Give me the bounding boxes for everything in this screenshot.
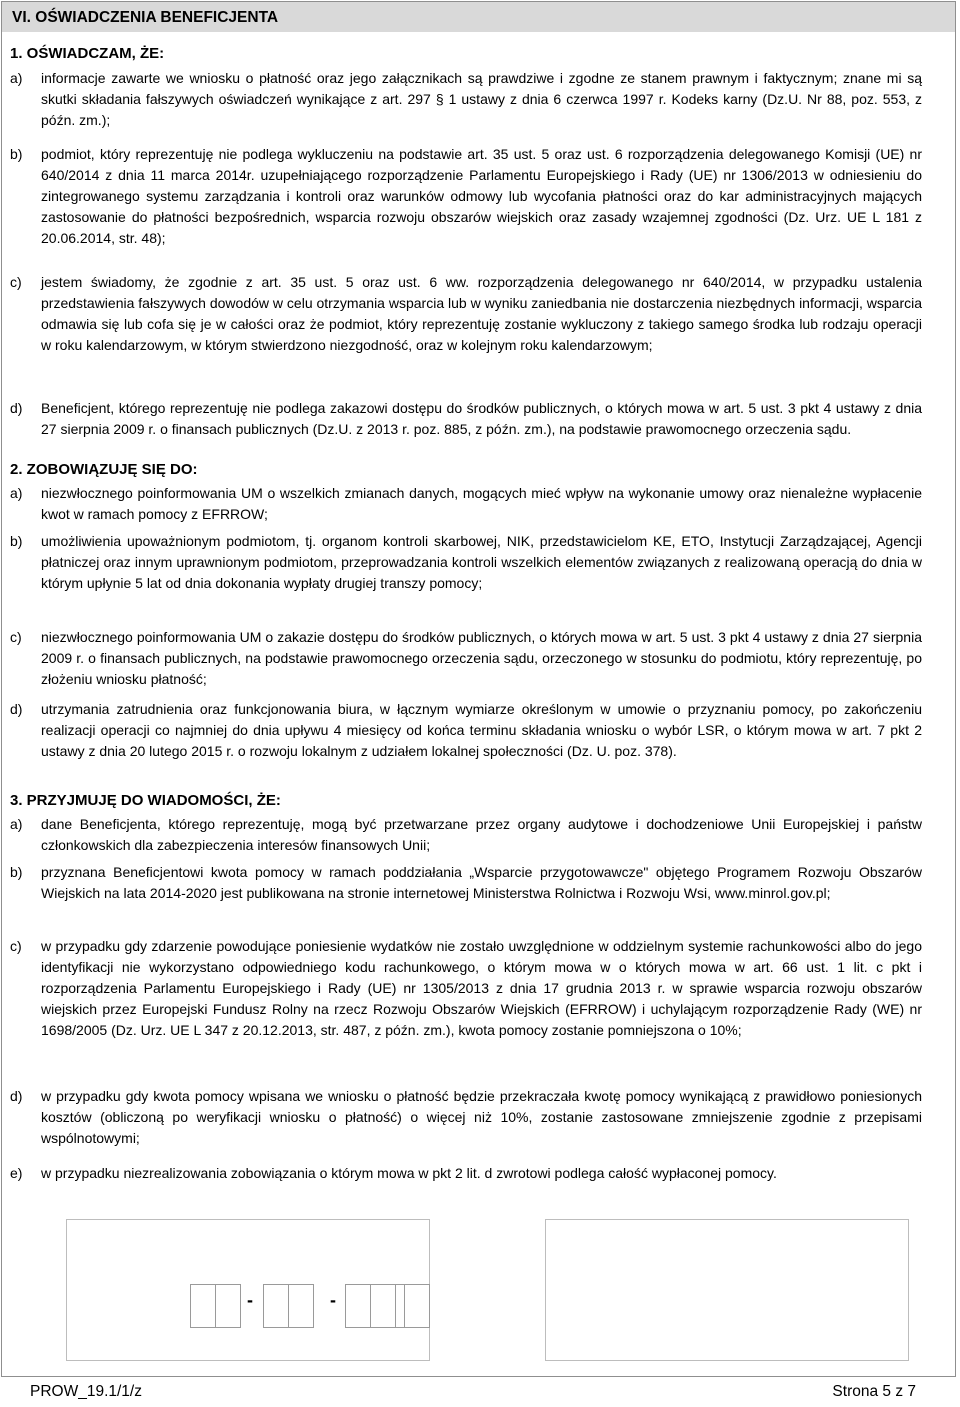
item-label: d)	[10, 400, 23, 416]
section2-item-c	[10, 627, 922, 690]
date-digit-box[interactable]	[288, 1284, 314, 1328]
item-label: a)	[10, 816, 23, 832]
date-digit-box[interactable]	[370, 1284, 396, 1328]
item-text: jestem świadomy, że zgodnie z art. 35 ust. 5 oraz ust. 6 ww. rozporządzenia delegowanego nr 640/2014, w przypadku ustalenia przedstawienia fałszywych dowodów w celu otrzymania wsparcia lub w wyniku zaniedbania nie dostarczenia niezbędnych informacji, wsparcia odmawia się lub cofa się je w całości oraz że podmiot, który reprezentuję zostanie wykluczony z takiego samego środka lub rodzaju operacji w roku kalendarzowym, w którym stwierdzono niezgodność, oraz w kolejnym roku kalendarzowym;	[41, 274, 922, 353]
item-text: informacje zawarte we wniosku o płatność oraz jego załącznikach są prawdziwe i zgodne ze stanem prawnym i faktycznym; znane mi są skutki składania fałszywych oświadczeń wynikające z art. 297 § 1 ustawy z dnia 6 czerwca 1997 r. Kodeks karny (Dz.U. Nr 88, poz. 553, z późn. zm.);	[41, 70, 922, 128]
item-text: niezwłocznego poinformowania UM o wszelkich zmianach danych, mogących mieć wpływ na wykonanie umowy oraz nienależne wypłacenie kwot w ramach pomocy z EFRROW;	[41, 485, 922, 522]
section2-item-a	[10, 483, 922, 525]
section-header-bar	[2, 2, 955, 32]
item-label: e)	[10, 1165, 23, 1181]
date-digit-box[interactable]	[263, 1284, 289, 1328]
section1-title: 1. OŚWIADCZAM, ŻE:	[10, 45, 165, 62]
item-text: dane Beneficjenta, którego reprezentuję, mogą być przetwarzane przez organy audytowe i dochodzeniowe Unii Europejskiej i państw członkowskich dla zabezpieczenia interesów finansowych Unii;	[41, 816, 922, 853]
item-text: przyznana Beneficjentowi kwota pomocy w ramach poddziałania „Wsparcie przygotowawcze" objętego Programem Rozwoju Obszarów Wiejskich na lata 2014-2020 jest publikowana na stronie internetowej Ministerstwa Rolnictwa i Rozwoju Wsi, www.minrol.gov.pl;	[41, 864, 922, 901]
date-digit-box[interactable]	[345, 1284, 371, 1328]
section1-item-b	[10, 144, 922, 249]
section2-title: 2. ZOBOWIĄZUJĘ SIĘ DO:	[10, 461, 198, 478]
signature-field-area[interactable]	[545, 1219, 909, 1361]
item-label: b)	[10, 146, 23, 162]
item-text: w przypadku niezrealizowania zobowiązania o którym mowa w pkt 2 lit. d zwrotowi podlega całość wypłaconej pomocy.	[41, 1165, 777, 1181]
section1-item-a	[10, 68, 922, 131]
item-label: d)	[10, 1088, 23, 1104]
date-digit-box[interactable]	[404, 1284, 430, 1328]
item-label: b)	[10, 864, 23, 880]
item-text: Beneficjent, którego reprezentuję nie podlega zakazowi dostępu do środków publicznych, o których mowa w art. 5 ust. 3 pkt 4 ustawy z dnia 27 sierpnia 2009 r. o finansach publicznych (Dz.U. z 2013 r. poz. 885, z późn. zm.), na podstawie prawomocnego orzeczenia sądu.	[41, 400, 922, 437]
date-digit-box[interactable]	[215, 1284, 241, 1328]
item-label: c)	[10, 274, 22, 290]
item-label: c)	[10, 629, 22, 645]
item-text: podmiot, który reprezentuję nie podlega wykluczeniu na podstawie art. 35 ust. 5 oraz ust. 6 rozporządzenia delegowanego Komisji (UE) nr 640/2014 z dnia 11 marca 2014r. uzupełniającego rozporządzenie Parlamentu Europejskiego i Rady (UE) nr 1306/2013 w odniesieniu do zintegrowanego systemu zarządzania i kontroli oraz warunków odmowy lub wycofania płatności oraz do kar administracyjnych mających zastosowanie do płatności bezpośrednich, wsparcia rozwoju obszarów wiejskich oraz zasady wzajemnej zgodności (Dz. Urz. UE L 181 z 20.06.2014, str. 48);	[41, 146, 922, 246]
section3-item-b	[10, 862, 922, 904]
section3-title: 3. PRZYJMUJĘ DO WIADOMOŚCI, ŻE:	[10, 792, 281, 809]
section1-item-c	[10, 272, 922, 356]
form-code: PROW_19.1/1/z	[30, 1383, 142, 1400]
item-label: b)	[10, 533, 23, 549]
item-text: niezwłocznego poinformowania UM o zakazie dostępu do środków publicznych, o których mowa w art. 5 ust. 3 pkt 4 ustawy z dnia 27 sierpnia 2009 r. o finansach publicznych, na podstawie prawomocnego orzeczenia sądu, orzeczonego w stosunku do podmiotu, który reprezentuję, po złożeniu wniosku płatność;	[41, 629, 922, 687]
section2-item-b	[10, 531, 922, 594]
item-label: a)	[10, 485, 23, 501]
section3-item-c	[10, 936, 922, 1041]
item-label: c)	[10, 938, 22, 954]
page-number: Strona 5 z 7	[832, 1383, 916, 1400]
section3-item-a	[10, 814, 922, 856]
section1-item-d	[10, 398, 922, 440]
item-text: utrzymania zatrudnienia oraz funkcjonowania biura, w łącznym wymiarze określonym w umowie o przyznaniu pomocy, po zakończeniu realizacji operacji co najmniej do dnia upływu 4 miesięcy od końca terminu składania wniosku o wybór LSR, o którym mowa w art. 7 pkt 2 ustawy z dnia 20 lutego 2015 r. o rozwoju lokalnym z udziałem lokalnej społeczności (Dz. U. poz. 378).	[41, 701, 922, 759]
section2-item-d	[10, 699, 922, 762]
item-label: d)	[10, 701, 23, 717]
item-label: a)	[10, 70, 23, 86]
date-separator: -	[247, 1290, 253, 1310]
item-text: w przypadku gdy kwota pomocy wpisana we wniosku o płatność będzie przekraczała kwotę pomocy wynikającą z prawidłowo poniesionych kosztów (obliczoną po weryfikacji wniosku o płatność) o więcej niż 10%, zostanie zastosowane zmniejszenie zgodnie z przepisami wspólnotowymi;	[41, 1088, 922, 1146]
section3-item-e	[10, 1163, 922, 1184]
date-digit-box[interactable]	[190, 1284, 216, 1328]
section-title: VI. OŚWIADCZENIA BENEFICJENTA	[12, 9, 279, 26]
item-text: umożliwienia upoważnionym podmiotom, tj. organom kontroli skarbowej, NIK, przedstawicielom KE, ETO, Instytucji Zarządzającej, Agencji płatniczej oraz innym uprawnionym podmiotom, przeprowadzania kontroli wszelkich elementów związanych z realizowaną operacją do dnia w którym upłynie 5 lat od dnia dokonania wypłaty drugiej transzy pomocy;	[41, 533, 922, 591]
item-text: w przypadku gdy zdarzenie powodujące poniesienie wydatków nie zostało uwzględnione w oddzielnym systemie rachunkowości albo do jego identyfikacji nie wykorzystano odpowiedniego kodu rachunkowego, o którym mowa w o których mowa w art. 66 ust. 1 lit. c pkt i rozporządzenia Parlamentu Europejskiego i Rady (UE) nr 1305/2013 z dnia 17 grudnia 2013 r. w sprawie wsparcia rozwoju obszarów wiejskich przez Europejski Fundusz Rolny na rzecz Rozwoju Obszarów Wiejskich (EFRROW) i uchylającym rozporządzenie Rady (WE) nr 1698/2005 (Dz. Urz. UE L 347 z 20.12.2013, str. 487, z późn. zm.), kwota pomocy zostanie pomniejszona o 10%;	[41, 938, 922, 1038]
date-separator: -	[330, 1290, 336, 1310]
section3-item-d	[10, 1086, 922, 1149]
